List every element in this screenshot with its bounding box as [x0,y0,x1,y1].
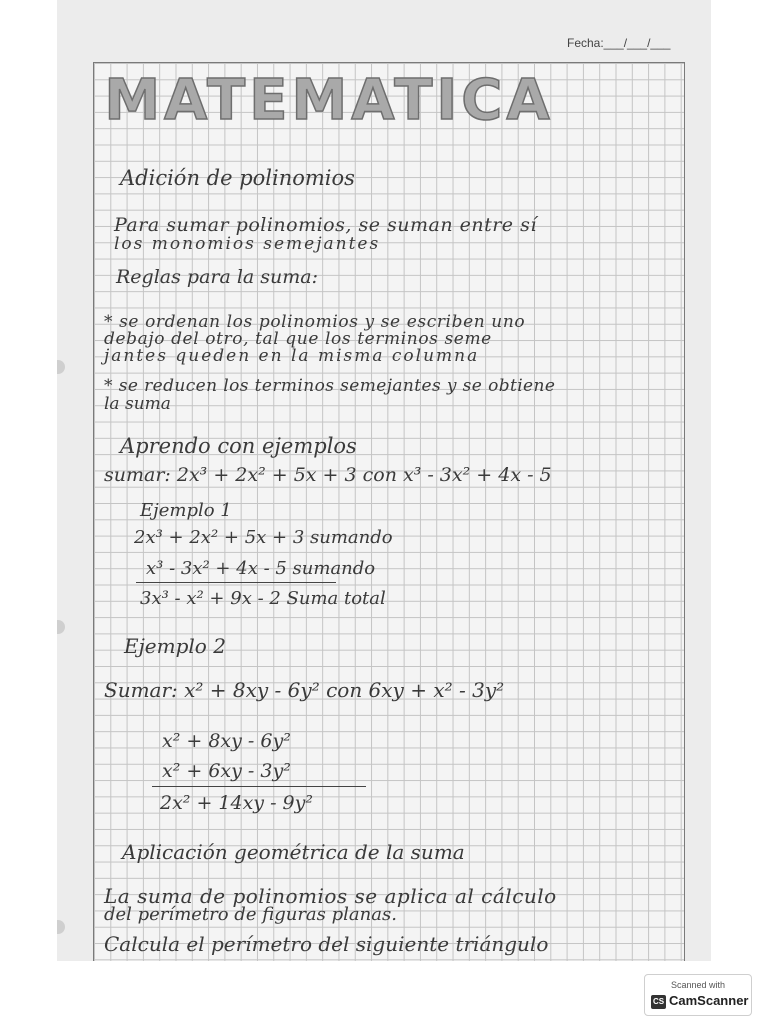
example-1-line: x³ - 3x² + 4x - 5 sumando [146,558,376,579]
rule-line: la suma [104,394,171,414]
example-1-line: 2x³ + 2x² + 5x + 3 sumando [134,527,393,548]
binder-hole [57,620,65,634]
rule-line: * se reducen los terminos semejantes y se obtiene [104,376,556,396]
sum-line [152,786,366,787]
date-label: Fecha:___/___/___ [567,36,671,50]
camscanner-badge [644,974,752,1016]
example-2-task: Sumar: x² + 8xy - 6y² con 6xy + x² - 3y² [104,678,505,702]
sum-line [136,582,336,583]
example-1-result: 3x³ - x² + 9x - 2 Suma total [140,588,386,609]
binder-hole [57,920,65,934]
task-1: sumar: 2x³ + 2x² + 5x + 3 con x³ - 3x² + 4x - 5 [104,464,552,486]
binder-hole [57,360,65,374]
app-name: CamScanner [669,993,749,1008]
example-1-label: Ejemplo 1 [140,500,232,521]
geo-heading: Aplicación geométrica de la suma [122,840,465,864]
learn-heading: Aprendo con ejemplos [120,434,357,458]
intro-line: Para sumar polinomios, se suman entre sí [114,214,537,236]
rule-line: jantes queden en la misma columna [104,346,480,366]
camscanner-logo-icon: CS [651,995,666,1009]
rules-heading: Reglas para la suma: [116,266,319,288]
example-2-line: x² + 6xy - 3y² [162,760,291,782]
geo-line: del perímetro de figuras planas. [104,904,397,925]
calc-line: Calcula el perímetro del siguiente triángulo [104,932,549,956]
example-2-line: x² + 8xy - 6y² [162,730,291,752]
example-2-label: Ejemplo 2 [124,634,226,658]
intro-line: los monomios semejantes [114,234,381,254]
page-title: MATEMATICA [104,68,554,133]
scanned-with-label: Scanned with [670,980,726,990]
geo-line: La suma de polinomios se aplica al cálculo [104,884,557,908]
example-2-result: 2x² + 14xy - 9y² [160,792,313,814]
subtitle: Adición de polinomios [120,166,355,190]
rule-line: debajo del otro, tal que los terminos seme [104,329,492,349]
rule-line: * se ordenan los polinomios y se escriben uno [104,312,526,332]
